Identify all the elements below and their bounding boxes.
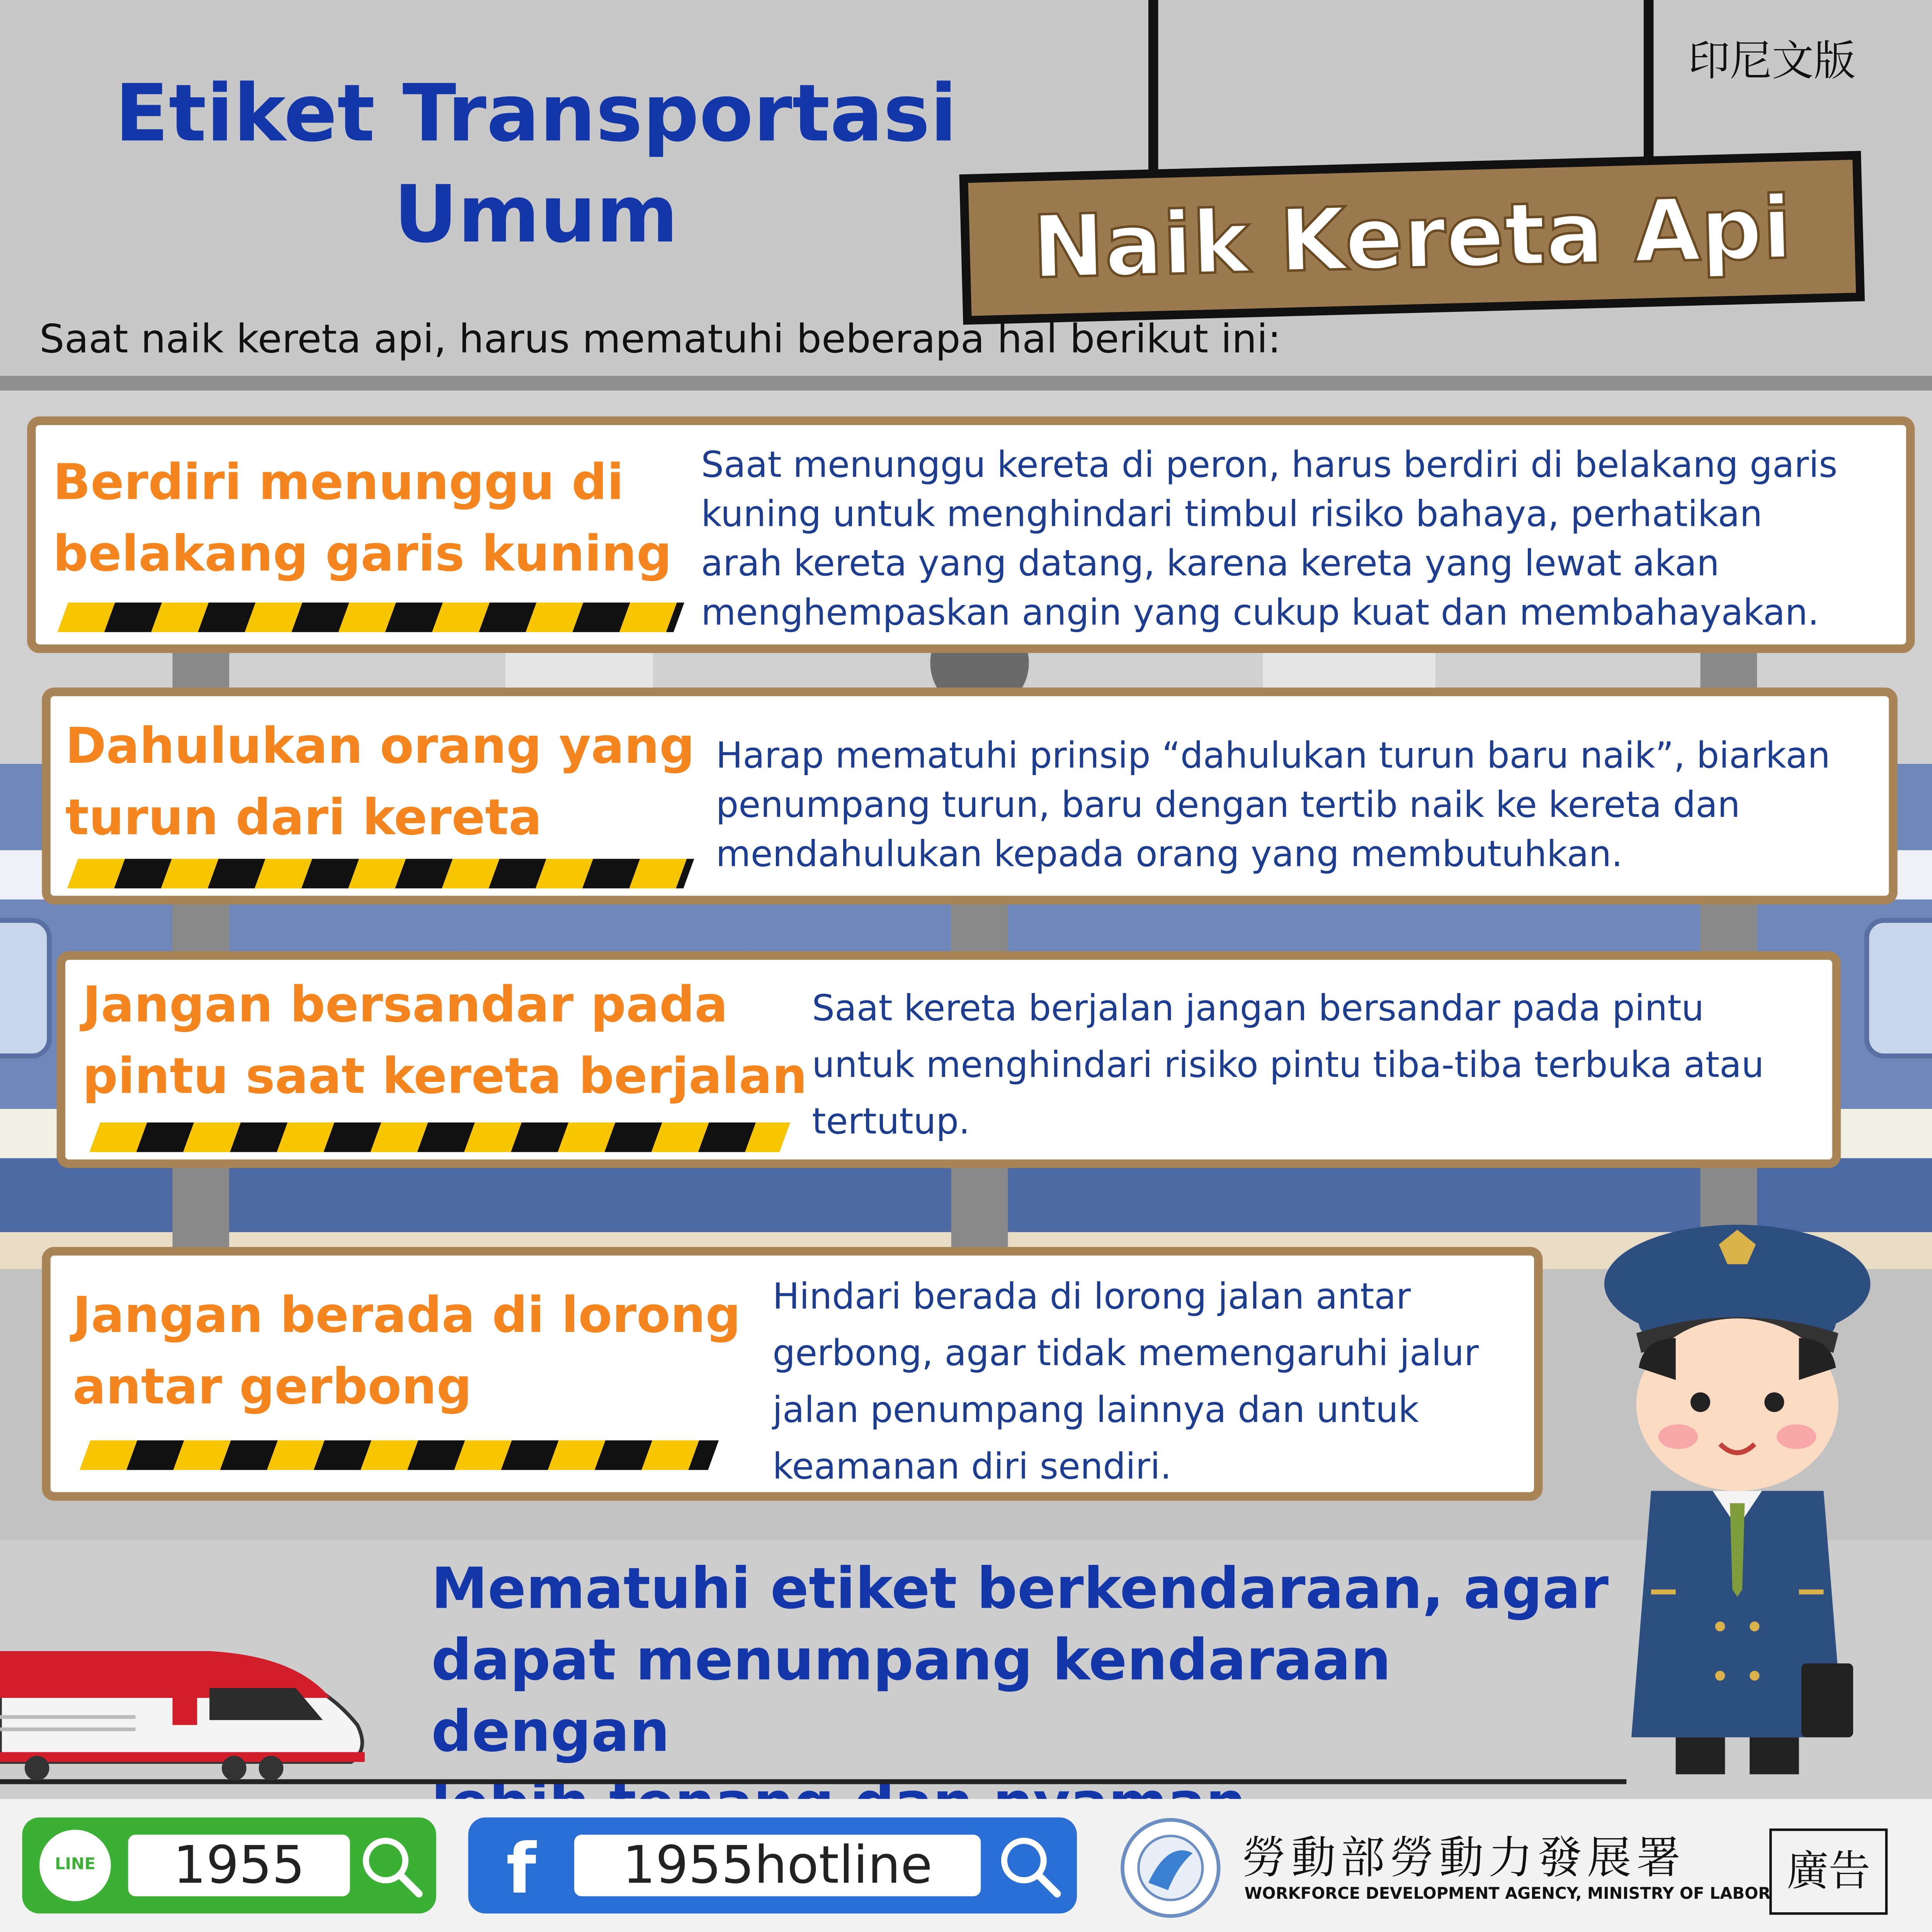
- rule-title: [73, 1280, 763, 1423]
- hazard-stripe: [90, 1122, 791, 1152]
- line-logo-icon: [39, 1830, 111, 1901]
- sign-title: Naik Kereta Api: [1031, 177, 1793, 298]
- rule-title: [83, 970, 847, 1113]
- facebook-logo-label: f: [506, 1830, 536, 1910]
- rule-description-line: Saat kereta berjalan jangan bersandar pada pintu: [812, 987, 1704, 1029]
- intro-text: Saat naik kereta api, harus mematuhi beberapa hal berikut ini:: [39, 315, 1281, 362]
- closing-line: Mematuhi etiket berkendaraan, agar: [431, 1555, 1609, 1622]
- rule-description: [701, 440, 1908, 637]
- language-tag: 印尼文版: [1688, 37, 1856, 87]
- hazard-stripe: [80, 1440, 719, 1470]
- rule-description-line: mendahulukan kepada orang yang membutuhkan.: [716, 833, 1623, 875]
- rule-title-line: Jangan bersandar pada: [82, 977, 728, 1034]
- facebook-contact[interactable]: [468, 1817, 1077, 1913]
- rule-description-line: Saat menunggu kereta di peron, harus berdiri di belakang garis: [701, 443, 1838, 486]
- rule-description-line: untuk menghindari risiko pintu tiba-tiba terbuka atau: [812, 1043, 1764, 1086]
- rule-card-1: [27, 417, 1915, 653]
- rule-description: [812, 980, 1835, 1150]
- rule-description-line: penumpang turun, baru dengan tertib naik ke kereta dan: [716, 784, 1740, 826]
- line-contact[interactable]: [22, 1817, 436, 1913]
- rule-card-4: [42, 1247, 1543, 1501]
- search-icon[interactable]: [996, 1832, 1065, 1901]
- rule-description: [716, 731, 1899, 879]
- sign-post-left: [1148, 0, 1158, 185]
- rule-description-line: keamanan diri sendiri.: [772, 1445, 1172, 1487]
- closing-message: [431, 1553, 1614, 1838]
- rule-description-line: kuning untuk menghindari timbul risiko bahaya, perhatikan: [701, 493, 1762, 535]
- rule-card-2: [42, 687, 1897, 904]
- rule-title-line: Dahulukan orang yang: [65, 718, 695, 775]
- rule-title: [65, 711, 731, 854]
- rule-title-line: antar gerbong: [73, 1359, 472, 1416]
- rule-description-line: gerbong, agar tidak memengaruhi jalur: [772, 1332, 1479, 1374]
- rule-description-line: tertutup.: [812, 1100, 970, 1142]
- hazard-stripe: [67, 859, 694, 889]
- line-logo-label: LINE: [55, 1855, 95, 1874]
- rule-description-line: jalan penumpang lainnya dan untuk: [772, 1388, 1419, 1431]
- closing-line: dapat menumpang kendaraan dengan: [431, 1626, 1391, 1765]
- search-icon[interactable]: [357, 1832, 427, 1901]
- rule-title-line: Berdiri menunggu di: [53, 454, 624, 512]
- rule-description: [772, 1268, 1536, 1495]
- conductor-illustration: [1602, 1220, 1885, 1781]
- agency-name-english: WORKFORCE DEVELOPMENT AGENCY, MINISTRY OF LABOR: [1244, 1885, 1771, 1904]
- rule-description-line: menghempaskan angin yang cukup kuat dan membahayakan.: [701, 591, 1819, 634]
- title-line2: Umum: [393, 170, 679, 262]
- hanging-sign: [959, 151, 1865, 325]
- rule-title-line: turun dari kereta: [65, 790, 542, 847]
- hazard-stripe: [58, 602, 684, 632]
- roof-stripe: [0, 376, 1932, 391]
- title-line1: Etiket Transportasi: [115, 69, 957, 160]
- ad-label: 廣告: [1769, 1828, 1888, 1915]
- rule-title-line: pintu saat kereta berjalan: [82, 1048, 807, 1105]
- agency-name-chinese: 勞動部勞動力發展署: [1242, 1833, 1686, 1884]
- facebook-logo-icon: [485, 1830, 557, 1910]
- rule-title: [53, 447, 718, 590]
- rule-description-line: Hindari berada di lorong jalan antar: [772, 1275, 1411, 1317]
- agency-seal-icon: [1119, 1816, 1222, 1920]
- header-title: [49, 64, 1023, 266]
- rule-title-line: Jangan berada di lorong: [73, 1287, 741, 1344]
- facebook-id: 1955hotline: [574, 1835, 981, 1896]
- line-id: 1955: [128, 1835, 350, 1896]
- train-illustration: [0, 1639, 382, 1787]
- rule-title-line: belakang garis kuning: [53, 526, 672, 583]
- rule-description-line: Harap mematuhi prinsip “dahulukan turun baru naik”, biarkan: [716, 734, 1830, 776]
- rule-card-3: [57, 951, 1841, 1168]
- rule-description-line: arah kereta yang datang, karena kereta yang lewat akan: [701, 542, 1719, 584]
